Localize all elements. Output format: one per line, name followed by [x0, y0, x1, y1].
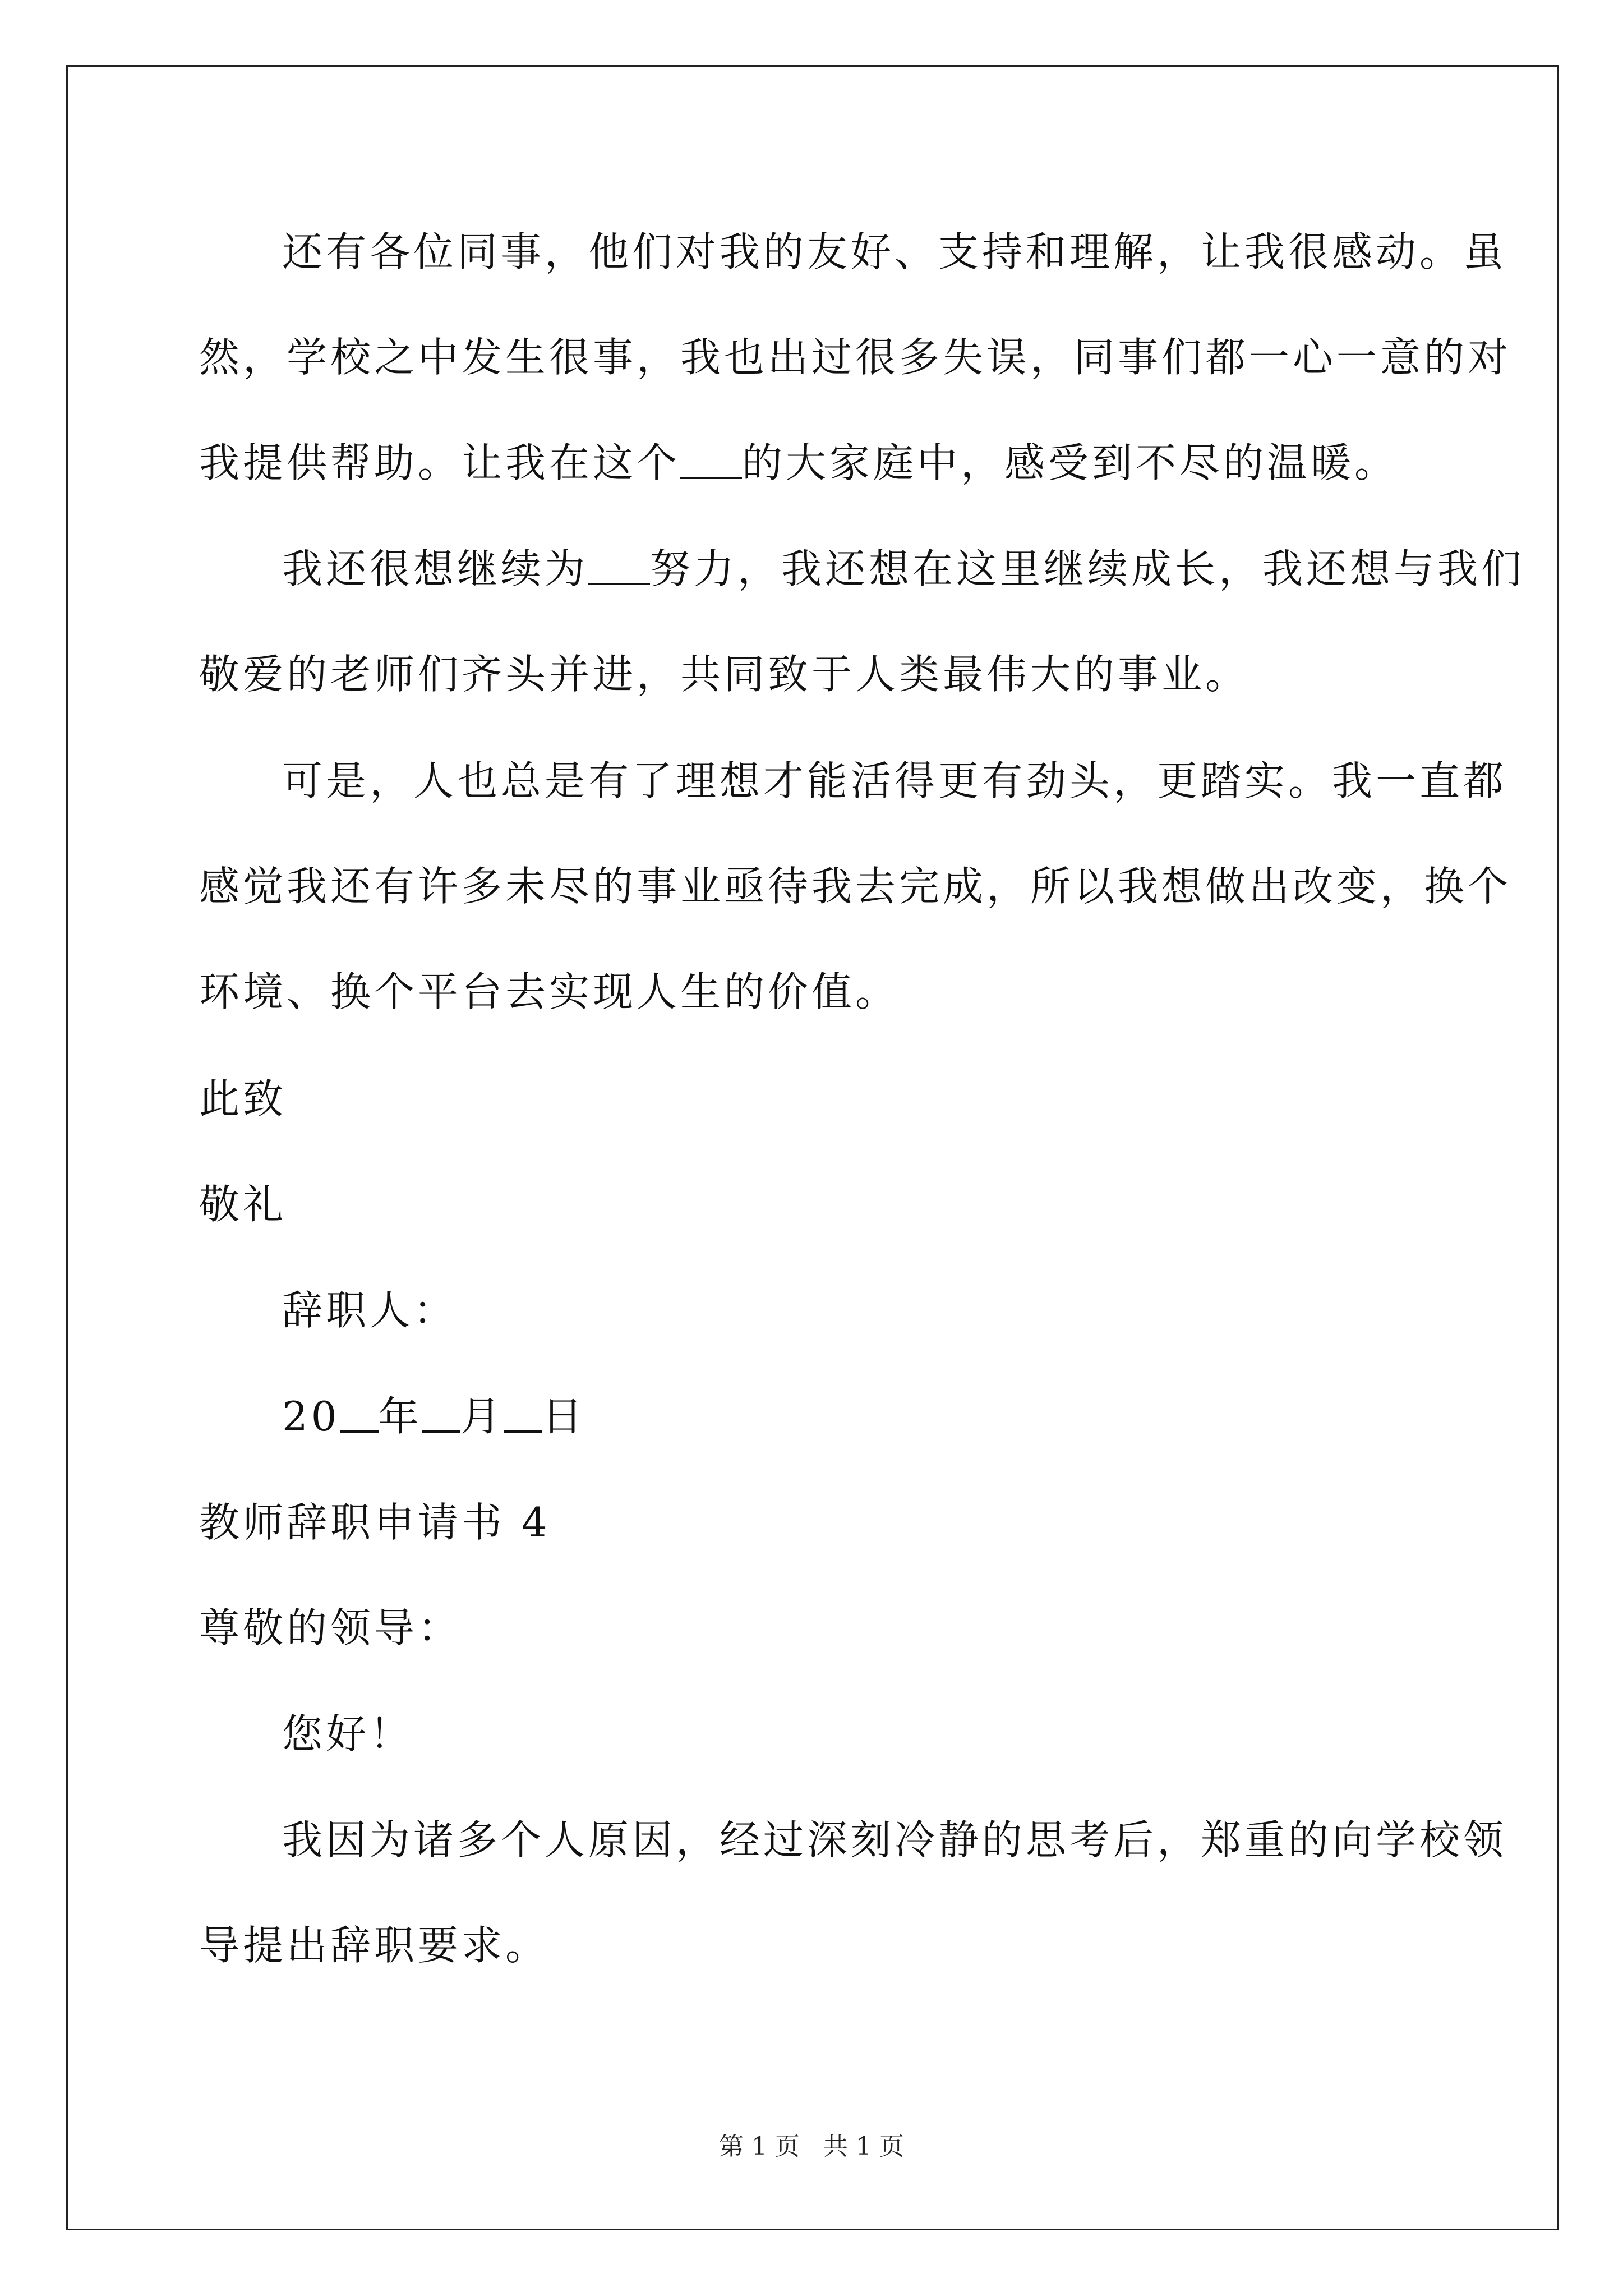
- text-line: 环境、换个平台去实现人生的价值。: [199, 968, 900, 1015]
- blank-underline: [422, 1390, 460, 1433]
- text-line: 然，学校之中发生很事，我也出过很多失误，同事们都一心一意的对: [199, 334, 1512, 381]
- section-title: 教师辞职申请书 4: [199, 1499, 551, 1546]
- closing-jingli: 敬礼: [199, 1181, 287, 1228]
- blank-underline: [588, 542, 650, 585]
- page-number-total: 共 1 页: [823, 2132, 904, 2161]
- text-line: 还有各位同事，他们对我的友好、支持和理解，让我很感动。虽: [282, 228, 1507, 275]
- paragraph-continue: [199, 516, 1525, 727]
- text-line: 感觉我还有许多未尽的事业亟待我去完成，所以我想做出改变，换个: [199, 863, 1512, 910]
- paragraph-resign-reason: [199, 1787, 1507, 1998]
- blank-underline: [680, 436, 742, 479]
- signer-label: 辞职人：: [282, 1287, 458, 1334]
- blank-underline: [504, 1390, 542, 1433]
- text-line: 我还很想继续为 努力，我还想在这里继续成长，我还想与我们: [199, 516, 1525, 622]
- blank-underline: [340, 1390, 379, 1433]
- text-line: 我提供帮助。让我在这个 的大家庭中，感受到不尽的温暖。: [199, 410, 1511, 516]
- page-footer: [0, 2126, 1623, 2162]
- page-number-current: 第 1 页: [719, 2132, 800, 2161]
- paragraph-ideal: [199, 728, 1511, 1045]
- date-line: 20 年 月 日: [199, 1364, 586, 1469]
- text-line: 导提出辞职要求。: [199, 1922, 550, 1969]
- salutation: 尊敬的领导：: [199, 1604, 462, 1651]
- text-line: 敬爱的老师们齐头并进，共同致于人类最伟大的事业。: [199, 651, 1249, 698]
- closing-cizhi: 此致: [199, 1075, 287, 1122]
- text-line: 可是，人也总是有了理想才能活得更有劲头，更踏实。我一直都: [282, 757, 1507, 804]
- text-line: 我因为诸多个人原因，经过深刻冷静的思考后，郑重的向学校领: [282, 1816, 1507, 1864]
- greeting: 您好！: [282, 1710, 414, 1757]
- paragraph-colleagues: [199, 199, 1511, 516]
